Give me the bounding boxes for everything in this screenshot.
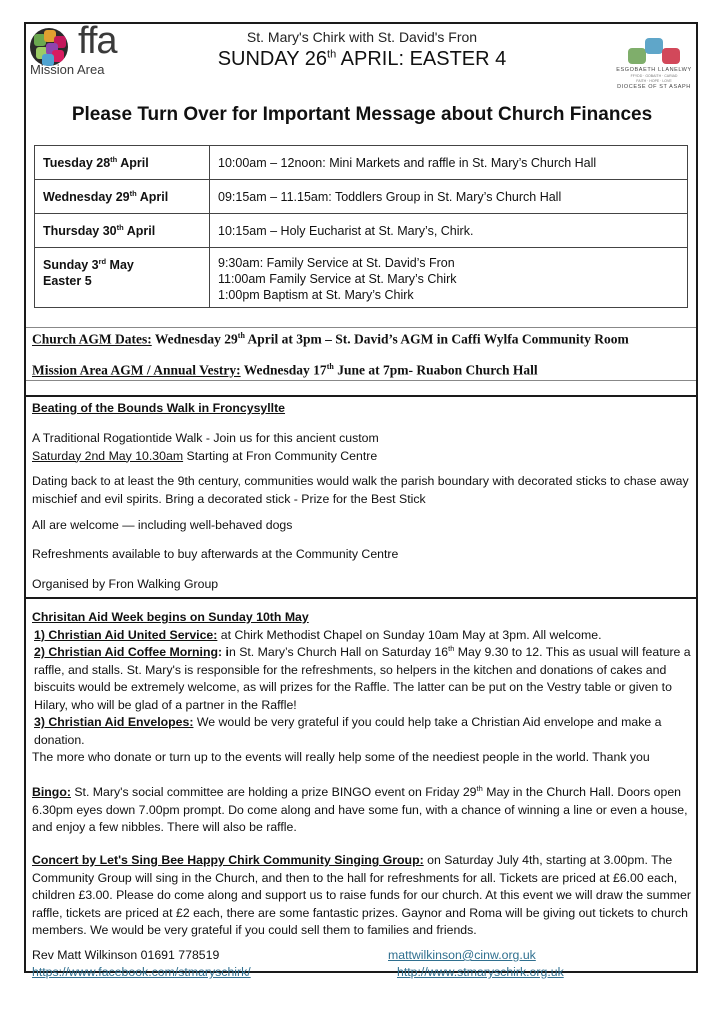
bounds-walk-refreshments: Refreshments available to buy afterwards at the Community Centre — [32, 547, 399, 561]
bounds-walk-date: Saturday 2nd May 10.30am — [32, 448, 184, 463]
table-row — [35, 146, 688, 180]
schedule-details: 09:15am – 11.15am: Toddlers Group in St. Mary’s Church Hall — [210, 180, 688, 214]
green-hex-icon — [628, 48, 646, 64]
divider — [26, 380, 696, 381]
bounds-walk-history: Dating back to at least the 9th century, communities would walk the parish boundary with decorated sticks to chase away mischief and evil spirits. Bring a decorated stick - Prize for the Best Stick — [32, 474, 689, 506]
bounds-walk-organiser: Organised by Fron Walking Group — [32, 577, 219, 591]
bounds-walk-title: Beating of the Bounds Walk in Froncysyllte — [32, 401, 286, 415]
bounds-walk-intro: A Traditional Rogationtide Walk - Join us for this ancient custom Saturday 2nd May 10.30am Starting at Fron Community Centre — [32, 431, 379, 463]
divider — [26, 327, 696, 328]
section-divider — [26, 395, 696, 397]
section-divider — [26, 597, 696, 599]
christian-aid-section: Chrisitan Aid Week begins on Sunday 10th May 1) Christian Aid United Service: at Chirk Methodist Chapel on Sunday 10am May at 3pm. All welcome. 2) Christian Aid Coffee Morning: in St. Mary’s Church Hall on Saturday 16th May 9.30 to 12. This as usual will feature a raffle, and stalls. St. Mary's is responsible for the refreshments, so helpers in the kitchen and donations of cakes and biscuits would be extremely welcome, as will prizes for the Raffle. The latter can be put on the Vestry table or given to Hilary, who will be glad of a partner in the Raffle! 3) Christian Aid Envelopes: We would be very grateful if you could help take a Christian Aid envelope and make a donation. The more who donate or turn up to the events will really help some of the neediest people in the world. Thank you — [32, 610, 691, 764]
offa-logo-word: ffa — [78, 20, 117, 62]
mission-area-label: Mission Area — [30, 62, 105, 77]
schedule-details: 10:15am – Holy Eucharist at St. Mary’s, Chirk. — [210, 214, 688, 248]
schedule-details: 9:30am: Family Service at St. David’s Fron 11:00am Family Service at St. Mary’s Chirk 1:00pm Baptism at St. Mary’s Chirk — [210, 248, 688, 308]
weekly-schedule-table — [34, 145, 688, 308]
red-hex-icon — [662, 48, 680, 64]
bounds-walk-welcome: All are welcome — including well-behaved dogs — [32, 518, 293, 532]
website-link[interactable]: http://www.stmaryschirk.org.uk — [397, 965, 564, 979]
contact-name-phone: Rev Matt Wilkinson 01691 778519 — [32, 948, 220, 962]
finance-notice-heading: Please Turn Over for Important Message about Church Finances — [71, 104, 653, 125]
church-agm-dates: Church AGM Dates: Wednesday 29th April at 3pm – St. David’s AGM in Caffi Wylfa Community Room — [32, 331, 629, 347]
blue-hex-icon — [645, 38, 663, 54]
email-link[interactable]: mattwilkinson@cinw.org.uk — [388, 948, 536, 962]
diocese-motto-welsh: FFYDD · GOBAITH · CARIAD — [630, 74, 678, 78]
diocese-st-asaph-logo — [608, 36, 700, 92]
schedule-day: Thursday 30th April — [35, 214, 210, 248]
schedule-details: 10:00am – 12noon: Mini Markets and raffle in St. Mary’s Church Hall — [210, 146, 688, 180]
diocese-motto-english: FAITH · HOPE · LOVE — [636, 79, 672, 83]
diocese-english-name: DIOCESE OF ST ASAPH — [617, 84, 691, 90]
service-date-title: SUNDAY 26th APRIL: EASTER 4 — [217, 48, 507, 70]
table-row — [35, 214, 688, 248]
schedule-day: Tuesday 28th April — [35, 146, 210, 180]
table-row — [35, 248, 688, 308]
table-row — [35, 180, 688, 214]
concert-notice: Concert by Let's Sing Bee Happy Chirk Community Singing Group: on Saturday July 4th, starting at 3.00pm. The Community Group will sing in the Church, and then to the hall for refreshments for all. Tickets are priced at £6.00 each, children £3.00. Please do come along and support us to raise funds for our church. At this event we will draw the summer raffle, tickets are priced at £2 each, there are some fantastic prizes. Gaynor and Roma will be giving out tickets to church members. We would be very grateful if you could sell them to families and friends. — [32, 853, 691, 937]
schedule-day: Wednesday 29th April — [35, 180, 210, 214]
facebook-link[interactable]: https://www.facebook.com/stmaryschirk/ — [32, 965, 251, 979]
christian-aid-title: Chrisitan Aid Week begins on Sunday 10th May — [32, 610, 309, 624]
mission-area-agm: Mission Area AGM / Annual Vestry: Wednesday 17th June at 7pm- Ruabon Church Hall — [32, 362, 538, 378]
bingo-notice: Bingo: St. Mary's social committee are holding a prize BINGO event on Friday 29th May in the Church Hall. Doors open 6.30pm eyes down 7.00pm prompt. Do come along and have some fun, with a chance of winning a line or even a house, and enjoy a few nibbles. There will also be raffle. — [32, 783, 688, 834]
parish-name: St. Mary's Chirk with St. David's Fron — [246, 29, 478, 45]
schedule-day: Sunday 3rd May Easter 5 — [35, 248, 210, 308]
diocese-welsh-name: ESGOBAETH LLANELWY — [616, 67, 692, 73]
